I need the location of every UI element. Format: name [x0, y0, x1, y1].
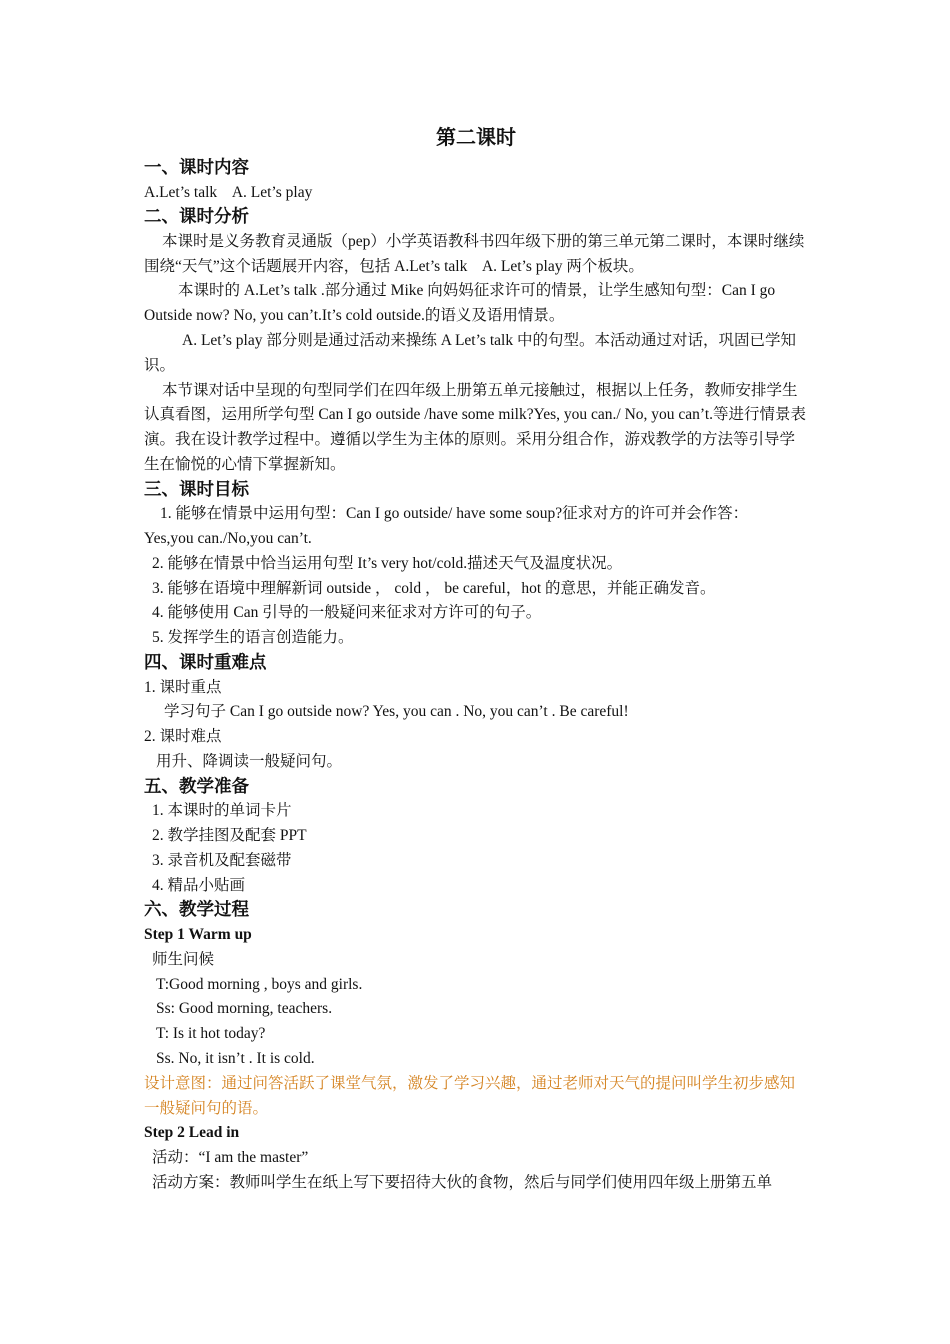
analysis-paragraph-1: 本课时是义务教育灵通版（pep）小学英语教科书四年级下册的第三单元第二课时，本课时继续围绕“天气”这个话题展开内容，包括 A.Let’s talk A. Let’s play 两个板块。	[144, 232, 805, 275]
section-heading-content: 一、课时内容	[144, 158, 249, 178]
preparation-item: 1. 本课时的单词卡片	[152, 802, 292, 820]
dialog-line: T:Good morning , boys and girls.	[156, 975, 363, 993]
preparation-item: 4. 精品小贴画	[152, 876, 246, 894]
dialog-line: Ss. No, it isn’t . It is cold.	[156, 1049, 315, 1067]
step-2-heading: Step 2 Lead in	[144, 1124, 240, 1142]
document-title: 第二课时	[436, 125, 516, 149]
greeting-label: 师生问候	[152, 950, 215, 968]
preparation-item: 2. 教学挂图及配套 PPT	[152, 827, 307, 845]
section-heading-preparation: 五、教学准备	[144, 776, 249, 797]
activity-plan: 活动方案：教师叫学生在纸上写下要招待大伙的食物，然后与同学们使用四年级上册第五单	[152, 1173, 773, 1191]
objective-item: 5. 发挥学生的语言创造能力。	[152, 629, 354, 647]
difficulty-text: 用升、降调读一般疑问句。	[156, 752, 343, 770]
activity-label: 活动：“I am the master”	[152, 1149, 309, 1167]
design-intent-note: 设计意图：通过问答活跃了课堂气氛，激发了学习兴趣，通过老师对天气的提问叫学生初步感知一般疑问句的语。	[144, 1074, 796, 1117]
preparation-item: 3. 录音机及配套磁带	[152, 851, 292, 869]
objective-item: 3. 能够在语境中理解新词 outside ， cold ， be careful，hot 的意思，并能正确发音。	[152, 579, 716, 597]
section-heading-analysis: 二、课时分析	[144, 207, 249, 228]
dialog-line: T: Is it hot today?	[156, 1025, 266, 1043]
objective-item: 2. 能够在情景中恰当运用句型 It’s very hot/cold.描述天气及温度状况。	[152, 554, 623, 572]
analysis-paragraph-3: A. Let’s play 部分则是通过活动来操练 A Let’s talk 中的句型。本活动通过对话，巩固已学知识。	[144, 331, 796, 374]
step-1-heading: Step 1 Warm up	[144, 925, 252, 943]
objective-item: 1. 能够在情景中运用句型：Can I go outside/ have some soup?征求对方的许可并会作答：	[160, 505, 749, 523]
analysis-paragraph-4: 本节课对话中呈现的句型同学们在四年级上册第五单元接触过，根据以上任务，教师安排学生认真看图，运用所学句型 Can I go outside /have some milk?Yes, you can./ No, you can’t.等进行情景表演。我在设计教学过程中。遵循以学生为主体的原则。采用分组合作，游戏教学的方法等引导学生在愉悦的心情下掌握新知。	[144, 381, 806, 473]
section-heading-key-points: 四、课时重难点	[144, 653, 267, 674]
key-point-text: 学习句子 Can I go outside now? Yes, you can . No, you can’t . Be careful!	[164, 703, 629, 721]
analysis-paragraph-2: 本课时的 A.Let’s talk .部分通过 Mike 向妈妈征求许可的情景，让学生感知句型：Can I go	[178, 282, 776, 300]
analysis-paragraph-2-continued: Outside now? No, you can’t.It’s cold outside.的语义及语用情景。	[144, 307, 565, 325]
key-point-label: 1. 课时重点	[144, 678, 222, 696]
section-heading-process: 六、教学过程	[144, 900, 249, 921]
document-page	[144, 120, 808, 1196]
objective-item: Yes,you can./No,you can’t.	[144, 530, 312, 548]
section-heading-objectives: 三、课时目标	[144, 479, 249, 500]
lesson-content-text: A.Let’s talk A. Let’s play	[144, 183, 313, 201]
objective-item: 4. 能够使用 Can 引导的一般疑问来征求对方许可的句子。	[152, 604, 542, 622]
dialog-line: Ss: Good morning, teachers.	[156, 1000, 333, 1018]
difficulty-label: 2. 课时难点	[144, 728, 222, 746]
